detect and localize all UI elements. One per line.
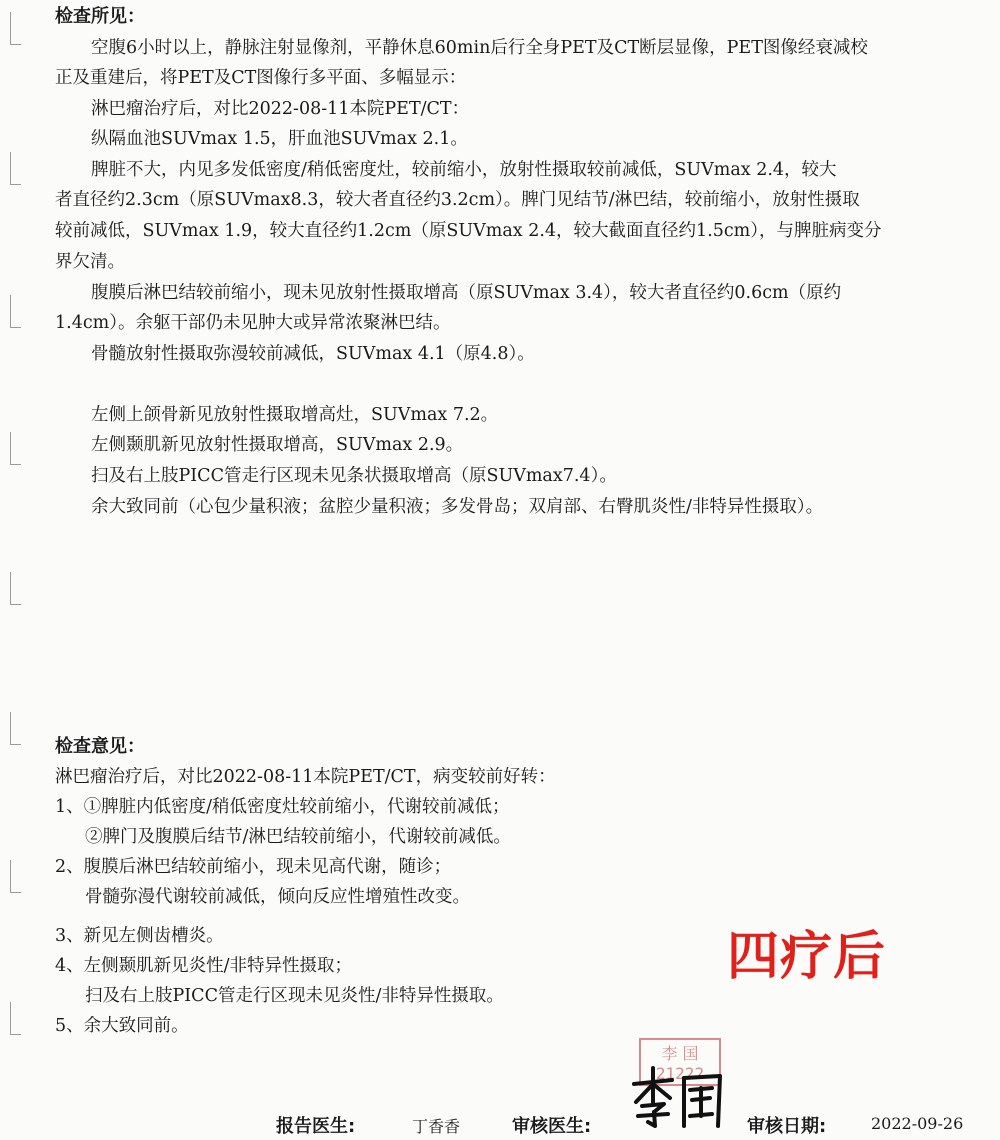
opinion-line: 3、新见左侧齿槽炎。 xyxy=(55,926,224,946)
findings-line: 左侧上颌骨新见放射性摄取增高灶，SUVmax 7.2。 xyxy=(91,405,499,425)
findings-line: 淋巴瘤治疗后，对比2022-08-11本院PET/CT： xyxy=(91,99,470,119)
margin-mark xyxy=(10,295,21,328)
svg-text:21222: 21222 xyxy=(655,1064,705,1083)
treatment-annotation: 四疗后 xyxy=(727,927,887,987)
margin-mark xyxy=(10,432,21,465)
opinion-line: 扫及右上肢PICC管走行区现未见炎性/非特异性摄取。 xyxy=(85,986,504,1006)
margin-mark xyxy=(10,572,21,605)
findings-line: 腹膜后淋巴结较前缩小，现未见放射性摄取增高（原SUVmax 3.4），较大者直径约0.6cm（原约 xyxy=(91,283,842,303)
findings-line: 者直径约2.3cm（原SUVmax8.3，较大者直径约3.2cm）。脾门见结节/淋巴结，较前缩小，放射性摄取 xyxy=(55,190,860,210)
opinion-heading: 检查意见： xyxy=(55,736,145,757)
opinion-line: 2、腹膜后淋巴结较前缩小，现未见高代谢，随诊； xyxy=(55,857,452,877)
margin-mark xyxy=(10,712,21,745)
findings-line: 较前减低，SUVmax 1.9，较大直径约1.2cm（原SUVmax 2.4，较大截面直径约1.5cm），与脾脏病变分 xyxy=(55,221,882,241)
review-date: 2022-09-26 xyxy=(871,1114,964,1133)
margin-mark xyxy=(10,860,21,893)
reviewer-label: 审核医生: xyxy=(512,1116,592,1137)
findings-line: 1.4cm）。余躯干部仍未见肿大或异常浓聚淋巴结。 xyxy=(55,313,451,333)
svg-text:李 国: 李 国 xyxy=(661,1044,699,1063)
report-footer xyxy=(0,1112,1000,1138)
findings-line: 余大致同前（心包少量积液；盆腔少量积液；多发骨岛；双肩部、右臀肌炎性/非特异性摄取）。 xyxy=(91,497,824,517)
opinion-line: 骨髓弥漫代谢较前减低，倾向反应性增殖性改变。 xyxy=(85,887,470,907)
findings-line: 脾脏不大，内见多发低密度/稍低密度灶，较前缩小，放射性摄取较前减低，SUVmax 2.4，较大 xyxy=(91,160,837,180)
findings-line: 左侧颞肌新见放射性摄取增高，SUVmax 2.9。 xyxy=(91,435,464,455)
findings-line: 界欠清。 xyxy=(55,252,125,272)
findings-line: 正及重建后，将PET及CT图像行多平面、多幅显示： xyxy=(55,68,467,88)
reporter-label: 报告医生: xyxy=(276,1116,356,1137)
findings-heading: 检查所见： xyxy=(55,6,145,27)
opinion-line: 4、左侧颞肌新见炎性/非特异性摄取； xyxy=(55,956,353,976)
reporter-name: 丁香香 xyxy=(412,1117,461,1136)
opinion-line: 5、余大致同前。 xyxy=(55,1016,189,1036)
review-date-label: 审核日期: xyxy=(747,1116,827,1137)
opinion-line: 淋巴瘤治疗后，对比2022-08-11本院PET/CT，病变较前好转： xyxy=(55,767,556,787)
findings-line: 扫及右上肢PICC管走行区现未见条状摄取增高（原SUVmax7.4）。 xyxy=(91,466,617,486)
opinion-line: 1、①脾脏内低密度/稍低密度灶较前缩小，代谢较前减低； xyxy=(55,797,510,817)
margin-mark xyxy=(10,1002,21,1035)
margin-mark xyxy=(10,12,21,45)
opinion-line: ②脾门及腹膜后结节/淋巴结较前缩小，代谢较前减低。 xyxy=(85,827,511,847)
findings-line: 空腹6小时以上，静脉注射显像剂，平静休息60min后行全身PET及CT断层显像，PET图像经衰减校 xyxy=(91,38,868,58)
findings-line: 纵隔血池SUVmax 1.5，肝血池SUVmax 2.1。 xyxy=(91,129,468,149)
findings-line: 骨髓放射性摄取弥漫较前减低，SUVmax 4.1（原4.8）。 xyxy=(91,344,535,364)
margin-mark xyxy=(10,152,21,185)
